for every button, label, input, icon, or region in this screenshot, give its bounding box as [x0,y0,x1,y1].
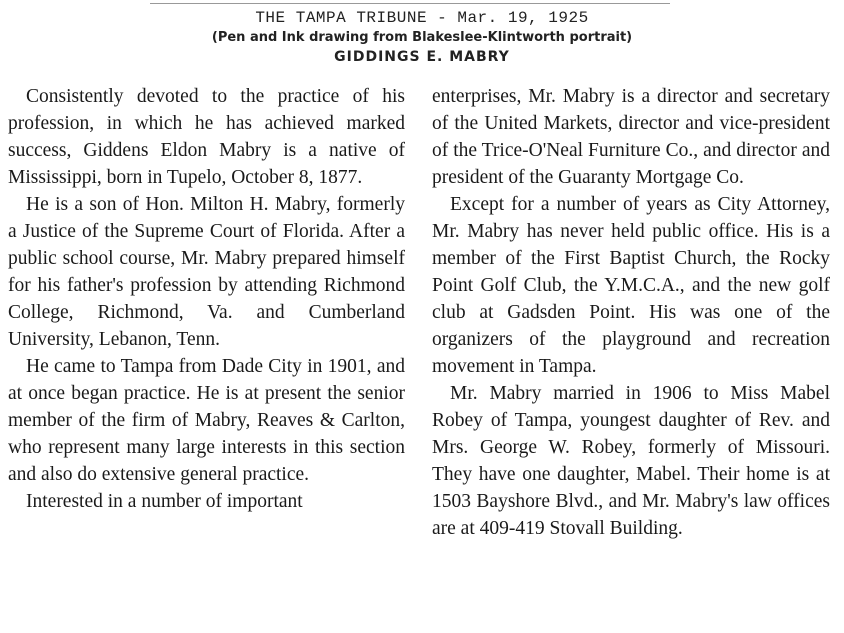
paragraph-4-continued: enterprises, Mr. Mabry is a director and secretary of the United Markets, director and vice-president of the Trice-O'Neal Furniture Co., and director and president of the Guaranty Mortgage Co. [432,86,830,188]
left-column [8,83,405,515]
paragraph-5: Except for a number of years as City Attorney, Mr. Mabry has never held public office. His is a member of the First Baptist Church, the Rocky Point Golf Club, the Y.M.C.A., and the new golf club at Gadsden Point. His was one of the organizers of the playground and recreation movement in Tampa. [432,194,830,377]
illustration-credit: (Pen and Ink drawing from Blakeslee-Klintworth portrait) [211,30,633,45]
paragraph-2: He is a son of Hon. Milton H. Mabry, formerly a Justice of the Supreme Court of Florida. After a public school course, Mr. Mabry prepared himself for his father's profession by attending Richmond College, Richmond, Va. and Cumberland University, Lebanon, Tenn. [8,194,405,350]
header-rule [150,3,670,4]
paragraph-3: He came to Tampa from Dade City in 1901, and at once began practice. He is at present the senior member of the firm of Mabry, Reaves & Carlton, who represent many large interests in this section and also do extensive general practice. [8,356,405,485]
paragraph-4: Interested in a number of important [26,491,303,512]
newspaper-dateline: THE TAMPA TRIBUNE - Mar. 19, 1925 [255,9,589,27]
right-column [432,83,830,542]
article-header [0,4,844,67]
paragraph-6: Mr. Mabry married in 1906 to Miss Mabel Robey of Tampa, youngest daughter of Rev. and Mrs. George W. Robey, formerly of Missouri. They have one daughter, Mabel. Their home is at 1503 Bayshore Blvd., and Mr. Mabry's law offices are at 409-419 Stovall Building. [432,383,830,539]
paragraph-1: Consistently devoted to the practice of his profession, in which he has achieved marked success, Giddens Eldon Mabry is a native of Mississippi, born in Tupelo, October 8, 1877. [8,86,405,188]
article-title: GIDDINGS E. MABRY [334,49,510,65]
